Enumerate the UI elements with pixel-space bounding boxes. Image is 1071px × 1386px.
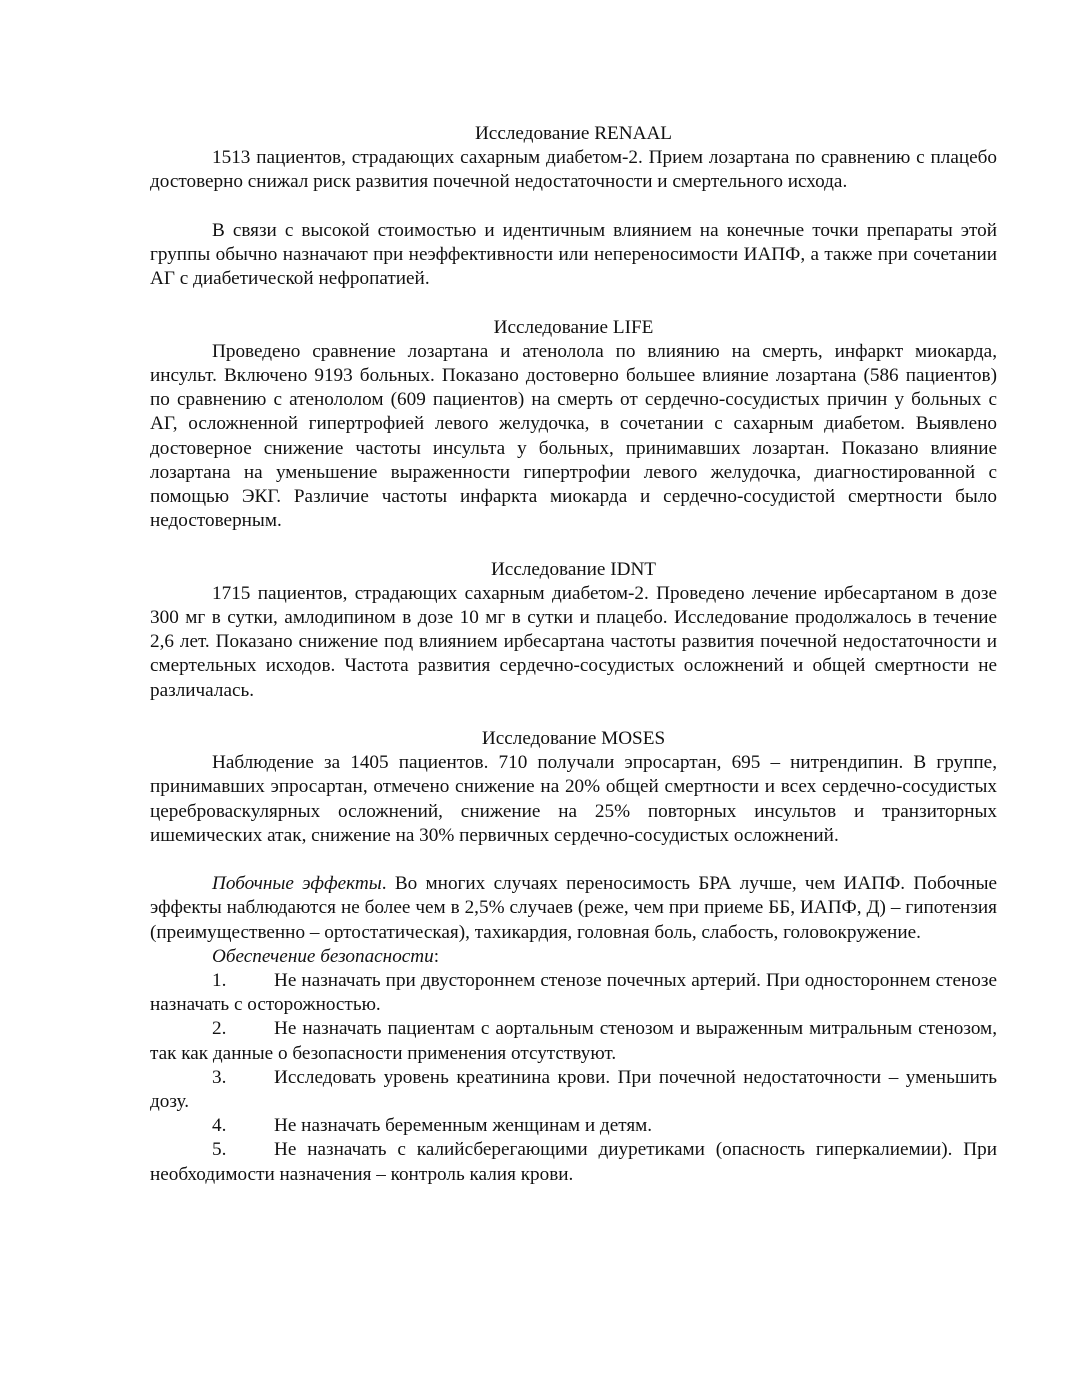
side-effects-paragraph [150, 872, 997, 945]
list-item-text: Не назначать беременным женщинам и детям. [274, 1115, 653, 1137]
section-heading-idnt: Исследование IDNT [490, 558, 657, 580]
section-text-idnt: 1715 пациентов, страдающих сахарным диабетом-2. Проведено лечение ирбесартаном в дозе 300 мг в сутки, амлодипином в дозе 10 мг в сутки и плацебо. Исследование продолжалось в течение 2,6 лет. Показано снижение под влиянием ирбесартана частоты развития почечной недостаточности и смертельных исходов. Частота развития сердечно-сосудистых осложнений и общей смертности не различалась. [150, 582, 997, 701]
document-page [150, 122, 997, 1187]
spacer [150, 703, 997, 727]
list-item-number: 4. [212, 1115, 227, 1137]
list-item-text: Не назначать с калийсберегающими диуретиками (опасность гиперкалиемии). При необходимости назначения – контроль калия крови. [150, 1139, 997, 1185]
list-item-text: Не назначать при двустороннем стенозе почечных артерий. При одностороннем стенозе назначать с осторожностью. [150, 970, 997, 1016]
list-item [150, 1138, 997, 1186]
safety-colon: : [433, 945, 440, 967]
section-text-life: Проведено сравнение лозартана и атенолола по влиянию на смерть, инфаркт миокарда, инсульт. Включено 9193 больных. Показано достоверно большее влияние лозартана (586 пациентов) по сравнению с атенололом (609 пациентов) на смерть от сердечно-сосудистых причин у больных с АГ, осложненной гипертрофией левого желудочка, в сочетании с сахарным диабетом. Выявлено достоверное снижение частоты инсульта у больных, принимавших лозартан. Показано влияние лозартана на уменьшение выраженности гипертрофии левого желудочка, диагностированной с помощью ЭКГ. Различие частоты инфаркта миокарда и сердечно-сосудистой смертности было недостоверным. [150, 340, 997, 532]
section-heading-moses: Исследование MOSES [481, 728, 666, 750]
list-item-number: 5. [212, 1139, 227, 1161]
list-item [150, 1114, 997, 1138]
safety-label: Обеспечение безопасности [212, 945, 434, 967]
spacer [150, 533, 997, 557]
list-item [150, 1017, 997, 1065]
spacer [150, 848, 997, 872]
spacer [150, 291, 997, 315]
paragraph-usage: В связи с высокой стоимостью и идентичным влиянием на конечные точки препараты этой группы обычно назначают при неэффективности или непереносимости ИАПФ, а также при сочетании АГ с диабетической нефропатией. [150, 219, 997, 290]
side-effects-text: . Во многих случаях переносимость БРА лучше, чем ИАПФ. Побочные эффекты наблюдаются не более чем в 2,5% случаев (реже, чем при приеме ББ, ИАПФ, Д) – гипотензия (преимущественно – ортостатическая), тахикардия, головная боль, слабость, головокружение. [150, 873, 998, 943]
section-heading-life: Исследование LIFE [493, 316, 654, 338]
spacer [150, 195, 997, 219]
safety-heading [150, 945, 997, 969]
side-effects-label: Побочные эффекты [212, 873, 382, 895]
list-item-number: 3. [212, 1066, 227, 1088]
section-heading-renaal: Исследование RENAAL [474, 123, 673, 144]
section-text-renaal: 1513 пациентов, страдающих сахарным диабетом-2. Прием лозартана по сравнению с плацебо достоверно снижал риск развития почечной недостаточности и смертельного исхода. [150, 147, 997, 193]
section-text-moses: Наблюдение за 1405 пациентов. 710 получали эпросартан, 695 – нитрендипин. В группе, принимавших эпросартан, отмечено снижение на 20% общей смертности и всех сердечно-сосудистых цереброваскулярных осложнений, снижение на 25% повторных инсультов и транзиторных ишемических атак, снижение на 30% первичных сердечно-сосудистых осложнений. [150, 752, 997, 846]
list-item-number: 1. [212, 970, 227, 992]
list-item-text: Не назначать пациентам с аортальным стенозом и выраженным митральным стенозом, так как данные о безопасности применения отсутствуют. [150, 1018, 997, 1064]
list-item [150, 969, 997, 1017]
list-item-text: Исследовать уровень креатинина крови. При почечной недостаточности – уменьшить дозу. [150, 1066, 997, 1113]
list-item-number: 2. [212, 1018, 227, 1040]
list-item [150, 1066, 997, 1114]
